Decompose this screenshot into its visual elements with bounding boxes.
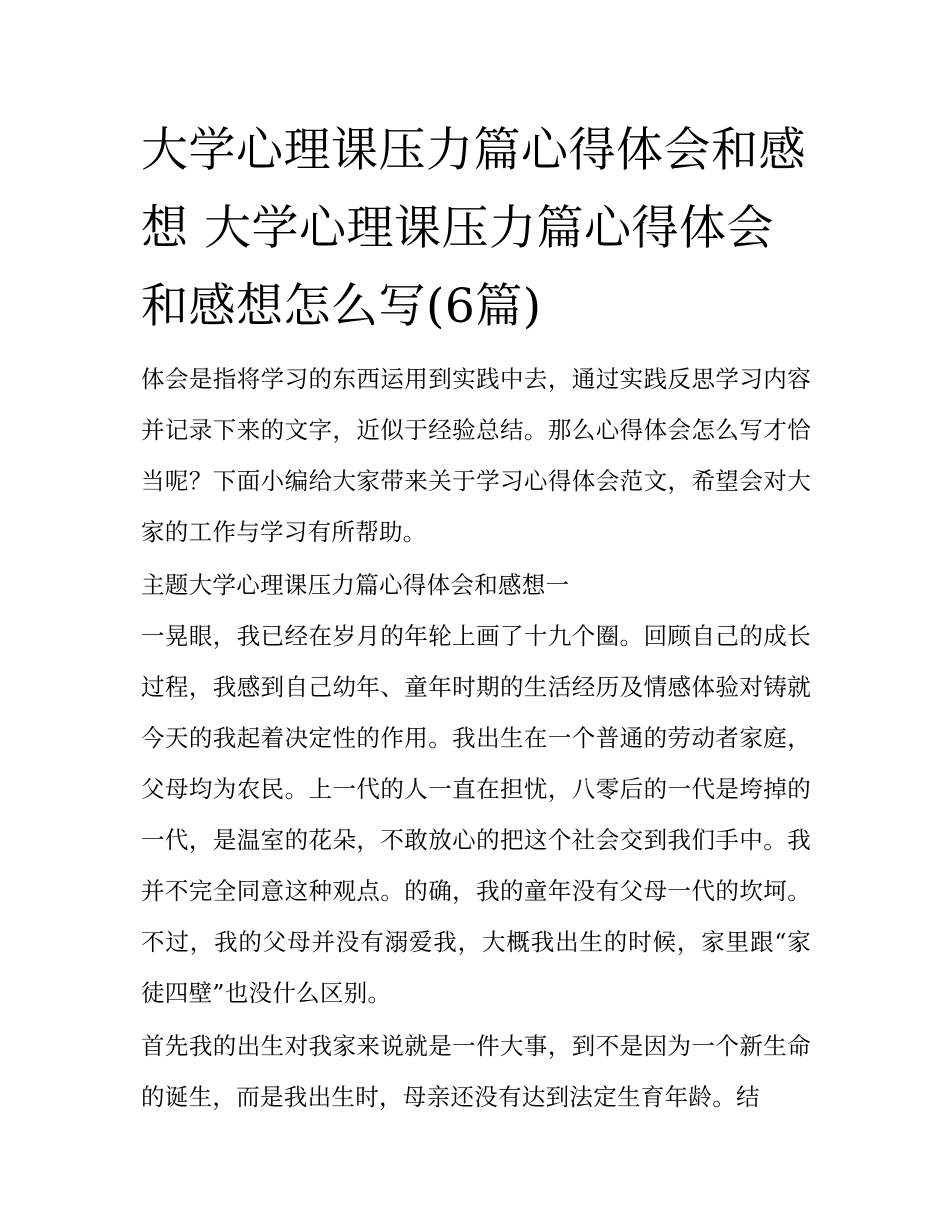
body-paragraph-2: 首先我的出生对我家来说就是一件大事，到不是因为一个新生命的诞生，而是我出生时，母亲还没有达到法定生育年龄。结 xyxy=(141,1032,811,1111)
intro-paragraph: 体会是指将学习的东西运用到实践中去，通过实践反思学习内容并记录下来的文字，近似于经验总结。那么心得体会怎么写才恰当呢？下面小编给大家带来关于学习心得体会范文，希望会对大家的工作与学习有所帮助。 xyxy=(141,365,811,546)
document-body xyxy=(141,112,811,1123)
body-paragraph-1: 一晃眼，我已经在岁月的年轮上画了十九个圈。回顾自己的成长过程，我感到自己幼年、童年时期的生活经历及情感体验对铸就今天的我起着决定性的作用。我出生在一个普通的劳动者家庭，父母均为农民。上一代的人一直在担忧，八零后的一代是垮掉的一代，是温室的花朵，不敢放心的把这个社会交到我们手中。我并不完全同意这种观点。的确，我的童年没有父母一代的坎坷。不过，我的父母并没有溺爱我，大概我出生的时候，家里跟“家徒四壁”也没什么区别。 xyxy=(141,622,811,1007)
section-heading: 主题大学心理课压力篇心得体会和感想一 xyxy=(141,571,570,599)
document-title: 大学心理课压力篇心得体会和感想 大学心理课压力篇心得体会和感想怎么写(6篇) xyxy=(141,123,806,334)
